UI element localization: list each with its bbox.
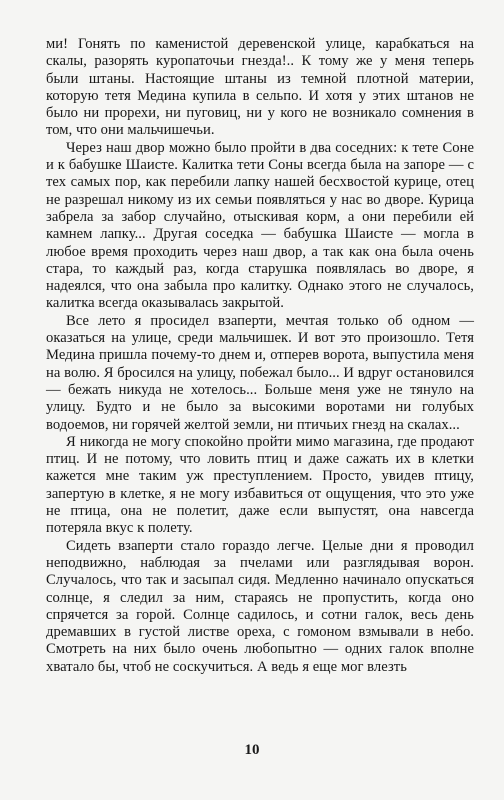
- paragraph: ми! Гонять по каменистой деревенской улице, карабкаться на скалы, разорять куропаточьи гнезда!.. К тому же у меня теперь были штаны. Настоящие штаны из темной плотной материи, которую тетя Медина купила в сельпо. И хотя у этих штанов не было ни прорехи, ни пуговиц, ни у кого не возникало сомнения в том, что они мальчишечьи.: [46, 36, 474, 139]
- page-number: 10: [244, 742, 260, 758]
- paragraph: Все лето я просидел взаперти, мечтая только об одном — оказаться на улице, среди мальчишек. И вот это произошло. Тетя Медина пришла почему-то днем и, отперев ворота, выпустила меня на волю. Я бросился на улицу, побежал было... И вдруг остановился — бежать никуда не хотелось... Больше меня уже не тянуло на улицу. Будто и не было за высокими воротами ни голубых водоемов, ни горячей желтой земли, ни птичьих гнезд на скалах...: [46, 312, 474, 433]
- paragraph: Через наш двор можно было пройти в два соседних: к тете Соне и к бабушке Шаисте. Калитка тети Соны всегда была на запоре — с тех самых пор, как перебили лапку нашей бесхвостой курице, отец не разрешал никому из их семьи появляться у нас во дворе. Курица забрела за забор случайно, отыскивая корм, а они перебили ей камнем лапку... Другая соседка — бабушка Шаисте — могла в любое время проходить через наш двор, а так как она была очень стара, то каждый раз, когда старушка появлялась во дворе, я надеялся, что она забыла про калитку. Однако этого не случалось, калитка всегда оказывалась закрытой.: [46, 139, 474, 312]
- paragraph: Сидеть взаперти стало гораздо легче. Целые дни я проводил неподвижно, наблюдая за пчелами или разглядывая ворон. Случалось, что так и засыпал сидя. Медленно начинало опускаться солнце, я следил за ним, стараясь не пропустить, когда оно спрячется за горой. Солнце садилось, и сотни галок, весь день дремавших в густой листве ореха, с гомоном взмывали в небо. Смотреть на них было очень любопытно — одних галок вполне хватало бы, чтоб не соскучиться. А ведь я еще мог влезть: [46, 537, 474, 675]
- paragraph: Я никогда не могу спокойно пройти мимо магазина, где продают птиц. И не потому, что ловить птиц и даже сажать их в клетки кажется мне таким уж преступлением. Просто, увидев птицу, запертую в клетке, я не могу избавиться от ощущения, что это уже не птица, она не полетит, даже если выпустят, она навсегда потеряла вкус к полету.: [46, 433, 474, 537]
- body-text: [46, 36, 474, 676]
